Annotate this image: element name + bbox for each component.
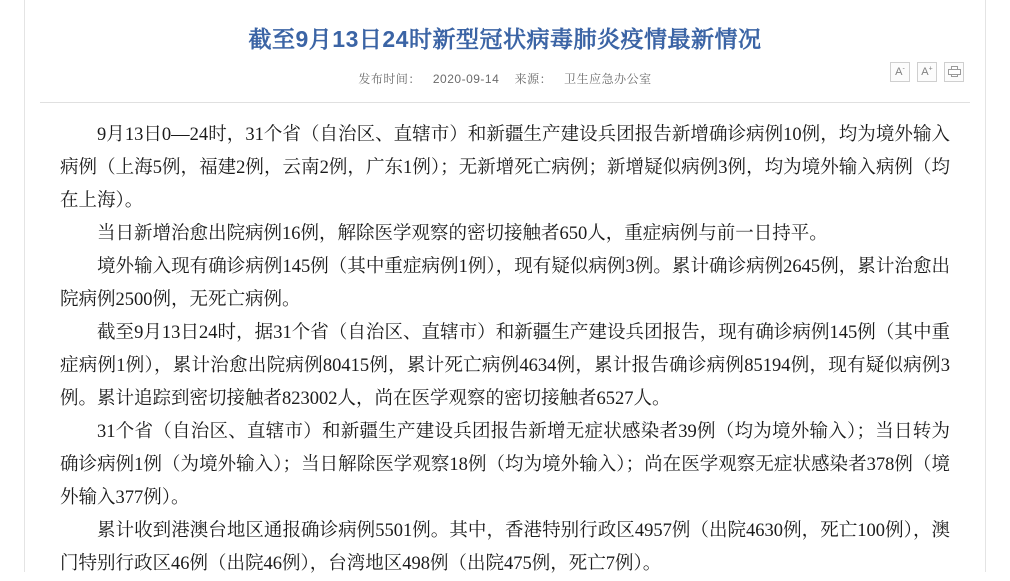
font-decrease-label: A bbox=[895, 66, 903, 78]
paragraph: 累计收到港澳台地区通报确诊病例5501例。其中，香港特别行政区4957例（出院4630例，死亡100例），澳门特别行政区46例（出院46例），台湾地区498例（出院475例，死亡7例）。 bbox=[60, 521, 950, 574]
page-title: 截至9月13日24时新型冠状病毒肺炎疫情最新情况 bbox=[248, 26, 762, 52]
page-left-rule bbox=[24, 0, 25, 572]
paragraph: 境外输入现有确诊病例145例（其中重症病例1例），现有疑似病例3例。累计确诊病例2645例，累计治愈出院病例2500例，无死亡病例。 bbox=[60, 257, 950, 310]
paragraph: 9月13日0—24时，31个省（自治区、直辖市）和新疆生产建设兵团报告新增确诊病例10例，均为境外输入病例（上海5例，福建2例，云南2例，广东1例）；无新增死亡病例；新增疑似病例3例，均为境外输入病例（均在上海）。 bbox=[60, 125, 950, 211]
font-increase-button[interactable] bbox=[917, 62, 937, 82]
document-meta bbox=[0, 70, 1010, 88]
publish-time-value: 2020-09-14 bbox=[432, 72, 500, 86]
font-decrease-sup: - bbox=[902, 65, 905, 73]
paragraph: 31个省（自治区、直辖市）和新疆生产建设兵团报告新增无症状感染者39例（均为境外输入）；当日转为确诊病例1例（为境外输入）；当日解除医学观察18例（均为境外输入）；尚在医学观察无症状感染者378例（境外输入377例）。 bbox=[60, 422, 950, 508]
printer-icon bbox=[948, 66, 961, 77]
source-label: 来源： bbox=[514, 72, 553, 86]
document-header bbox=[0, 0, 1010, 88]
print-button[interactable] bbox=[944, 62, 964, 82]
article-toolbar bbox=[890, 62, 964, 82]
publish-time-label: 发布时间： bbox=[358, 72, 421, 86]
font-decrease-button[interactable] bbox=[890, 62, 910, 82]
font-increase-sup: + bbox=[928, 65, 933, 73]
paragraph: 截至9月13日24时，据31个省（自治区、直辖市）和新疆生产建设兵团报告，现有确诊病例145例（其中重症病例1例），累计治愈出院病例80415例，累计死亡病例4634例，累计报告确诊病例85194例，现有疑似病例3例。累计追踪到密切接触者823002人，尚在医学观察的密切接触者6527人。 bbox=[60, 323, 950, 409]
source-value: 卫生应急办公室 bbox=[564, 72, 652, 86]
article-body bbox=[0, 103, 1010, 581]
paragraph: 当日新增治愈出院病例16例，解除医学观察的密切接触者650人，重症病例与前一日持平。 bbox=[97, 224, 828, 244]
font-increase-label: A bbox=[921, 66, 929, 78]
page-right-rule bbox=[985, 0, 986, 572]
